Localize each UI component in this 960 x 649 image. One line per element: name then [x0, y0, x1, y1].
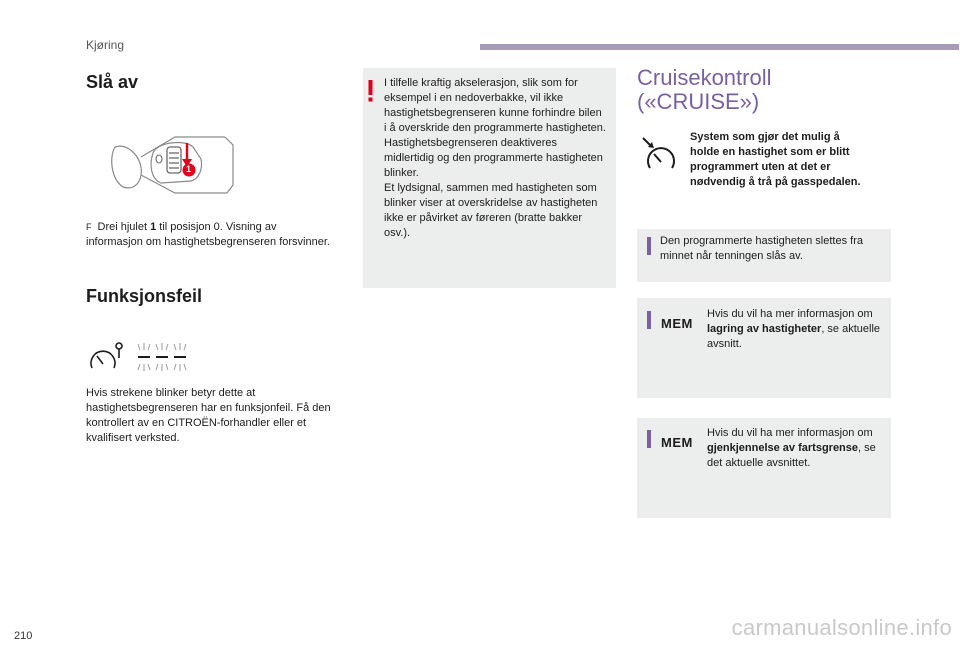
warning-text [384, 76, 606, 241]
info-text-2 [707, 307, 883, 352]
info2-bold: lagring av hastigheter [707, 323, 822, 335]
info3-text-end: , se det aktuelle avsnittet. [707, 442, 876, 469]
info-icon [647, 237, 651, 255]
info-text-3 [707, 426, 883, 471]
funksjonsfeil-text: Hvis strekene blinker betyr dette at hastighetsbegrenseren har en funksjonfeil. Få den kontrollert av en CITROËN-forhandler eller et kvalifisert verksted. [86, 387, 331, 444]
page-number: 210 [14, 630, 33, 642]
warning-paragraph: Et lydsignal, sammen med hastigheten som blinker viser at overskridelse av hastigheten ikke er påvirket av føreren (bratte bakker osv.). [384, 182, 598, 239]
info2-text-end: , se aktuelle avsnitt. [707, 323, 881, 350]
callout-number: 1 [186, 164, 192, 174]
info2-text-start: Hvis du vil ha mer informasjon om [707, 308, 873, 320]
cruise-intro: System som gjør det mulig å holde en hastighet som er blitt programmert uten at det er nødvendig å trå på gasspedalen. [690, 131, 861, 188]
info-icon [647, 430, 651, 448]
instruction-bold: 1 [150, 221, 157, 233]
steering-stalk-illustration [105, 117, 240, 199]
info-icon [647, 311, 651, 329]
speedometer-dashes-icon [86, 340, 198, 374]
bullet-marker: F [86, 222, 92, 232]
info3-text-start: Hvis du vil ha mer informasjon om [707, 427, 873, 439]
header-bar [480, 44, 959, 50]
funksjonsfeil-title: Funksjonsfeil [86, 286, 203, 306]
cruise-title-line2: («CRUISE») [637, 89, 760, 114]
instruction-text-start: Drei hjulet [97, 221, 151, 233]
watermark: carmanualsonline.info [731, 615, 952, 640]
slaa-av-instruction [86, 220, 331, 250]
section-label: Kjøring [86, 38, 125, 52]
warning-paragraph: Hastighetsbegrenseren deaktiveres midlertidig og den programmerte hastigheten blinker. [384, 137, 603, 179]
cruise-title-line1: Cruisekontroll [637, 65, 772, 90]
info-text-1: Den programmerte hastigheten slettes fra minnet når tenningen slås av. [660, 235, 863, 262]
warning-paragraph: I tilfelle kraftig akselerasjon, slik som for eksempel i en nedoverbakke, vil ikke hastighetsbegrenseren kunne forhindre bilen i å overskride den programmerte hastigheten. [384, 77, 606, 134]
instruction-text-end: til posisjon 0. Visning av informasjon om hastighetsbegrenseren forsvinner. [86, 221, 330, 248]
mem-icon: MEM [661, 435, 693, 450]
cruise-control-icon [640, 136, 680, 172]
cruise-title [637, 66, 772, 114]
warning-exclamation-icon [368, 80, 373, 102]
info3-bold: gjenkjennelse av fartsgrense [707, 442, 859, 454]
mem-icon: MEM [661, 316, 693, 331]
slaa-av-title: Slå av [86, 72, 139, 92]
